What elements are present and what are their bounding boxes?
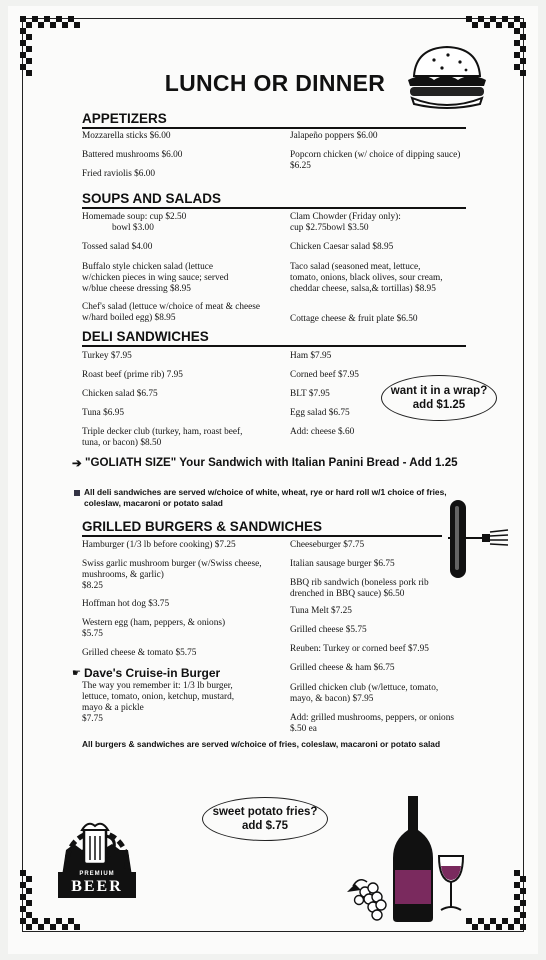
bullet-icon [74,490,80,496]
wrap-callout-line2: add $1.25 [412,399,466,411]
checker-square [26,58,32,64]
checker-square [62,924,68,930]
checker-square [508,924,514,930]
wrap-callout [381,375,497,421]
menu-item: Add: cheese $.60 [290,427,355,437]
sweet-potato-callout [202,797,328,841]
checker-square [38,924,44,930]
checker-square [484,924,490,930]
cruise-burger-desc: The way you remember it: 1/3 lb burger, lettuce, tomato, onion, ketchup, mustard, mayo & a pickle [82,681,235,713]
menu-item: Ham $7.95 [290,351,332,361]
menu-item: Chicken salad $6.75 [82,389,158,399]
menu-item: bowl $3.00 [112,223,154,233]
menu-item: Grilled cheese & tomato $5.75 [82,648,197,658]
menu-item: Western egg (ham, peppers, & onions) [82,618,226,628]
menu-item: Cottage cheese & fruit plate $6.50 [290,314,418,324]
checker-square [74,22,80,28]
menu-item: Hoffman hot dog $3.75 [82,599,170,609]
beer-logo-text: BEER [71,878,123,895]
sweet-potato-line2: add $.75 [241,820,289,832]
checker-square [38,22,44,28]
checker-square [50,924,56,930]
sweet-potato-line1: sweet potato fries? [212,806,318,818]
menu-item: Egg salad $6.75 [290,408,350,418]
menu-item: Grilled cheese & ham $6.75 [290,663,395,673]
checker-square [26,34,32,40]
checker-square [520,34,526,40]
menu-item: Mozzarella sticks $6.00 [82,131,171,141]
menu-item: Roast beef (prime rib) 7.95 [82,370,183,380]
menu-item: BLT $7.95 [290,389,330,399]
menu-item: Clam Chowder (Friday only): [290,212,401,222]
menu-item: Triple decker club (turkey, ham, roast beef, tuna, or bacon) $8.50 [82,427,243,448]
menu-item: Taco salad (seasoned meat, lettuce, tomato, onions, black olives, sour cream, cheddar cheese, salsa,& tortillas) $8.95 [290,262,443,294]
menu-item: Italian sausage burger $6.75 [290,559,395,569]
section-soups-salads: SOUPS AND SALADS [82,191,466,209]
menu-item: Swiss garlic mushroom burger (w/Swiss cheese, mushrooms, & garlic) [82,559,262,580]
thumb-icon: ☛ [72,668,81,679]
menu-item: Reuben: Turkey or corned beef $7.95 [290,644,429,654]
menu-item: Homemade soup: cup $2.50 [82,212,187,222]
menu-item: Add: grilled mushrooms, peppers, or onions $.50 ea [290,713,454,734]
checker-square [472,22,478,28]
menu-item: Chicken Caesar salad $8.95 [290,242,394,252]
grapes-icon [347,880,386,920]
menu-item: Fried raviolis $6.00 [82,169,156,179]
menu-item: Jalapeño poppers $6.00 [290,131,378,141]
deli-note: All deli sandwiches are served w/choice of white, wheat, rye or hard roll w/1 choice of fries, coleslaw, macaroni or potato salad [84,487,447,508]
checker-square [26,876,32,882]
menu-item: BBQ rib sandwich (boneless pork rib drenched in BBQ sauce) $6.50 [290,578,429,599]
menu-item: $5.75 [82,629,103,639]
checker-square [520,900,526,906]
menu-item: Cheeseburger $7.75 [290,540,365,550]
menu-item: Hamburger (1/3 lb before cooking) $7.25 [82,540,236,550]
section-burgers: GRILLED BURGERS & SANDWICHES [82,519,442,537]
checker-square [520,912,526,918]
wrap-callout-line1: want it in a wrap? [390,385,488,397]
checker-square [520,924,526,930]
checker-square [50,22,56,28]
checker-square [472,924,478,930]
menu-item: Tuna Melt $7.25 [290,606,352,616]
checker-square [26,912,32,918]
checker-corner-top-left [20,16,80,78]
checker-square [26,900,32,906]
checker-square [496,22,502,28]
cruise-burger-title: Dave's Cruise-in Burger [84,666,221,680]
beer-logo [52,816,142,906]
menu-item: Tossed salad $4.00 [82,242,153,252]
beer-logo-small: PREMIUM [79,871,115,877]
checker-square [26,22,32,28]
checker-square [62,22,68,28]
menu-item: Battered mushrooms $6.00 [82,150,183,160]
cruise-burger-price: $7.75 [82,714,103,724]
menu-item: Popcorn chicken (w/ choice of dipping sauce) $6.25 [290,150,461,171]
checker-square [484,22,490,28]
checker-square [520,888,526,894]
checker-square [26,924,32,930]
burger-icon [404,42,490,110]
checker-square [26,46,32,52]
menu-item: Tuna $6.95 [82,408,125,418]
burgers-note: All burgers & sandwiches are served w/choice of fries, coleslaw, macaroni or potato salad [82,739,441,749]
checker-square [26,888,32,894]
menu-item: $8.25 [82,581,103,591]
page-title: LUNCH OR DINNER [164,70,386,96]
checker-square [496,924,502,930]
menu-item: Turkey $7.95 [82,351,132,361]
menu-item: Corned beef $7.95 [290,370,359,380]
menu-item: Chef's salad (lettuce w/choice of meat & cheese w/hard boiled egg) $8.95 [82,302,260,323]
wine-bottle-glass-icon [345,796,470,936]
checker-square [74,924,80,930]
menu-item: Grilled chicken club (w/lettuce, tomato, mayo, & bacon) $7.95 [290,683,439,704]
checker-square [520,46,526,52]
arrow-icon: ➔ [72,458,82,470]
menu-item: cup $2.75bowl $3.50 [290,223,369,233]
menu-item: Grilled cheese $5.75 [290,625,367,635]
section-appetizers: APPETIZERS [82,111,466,129]
goliath-line: "GOLIATH SIZE" Your Sandwich with Italian Panini Bread - Add 1.25 [85,456,458,469]
checker-square [520,22,526,28]
checker-square [520,876,526,882]
checker-square [520,58,526,64]
menu-item: Buffalo style chicken salad (lettuce w/chicken pieces in wing sauce; served w/blue cheese dressing $8.95 [82,262,229,294]
checker-corner-bottom-right [466,870,526,932]
section-deli: DELI SANDWICHES [82,329,466,347]
checker-square [520,70,526,76]
checker-square [26,70,32,76]
